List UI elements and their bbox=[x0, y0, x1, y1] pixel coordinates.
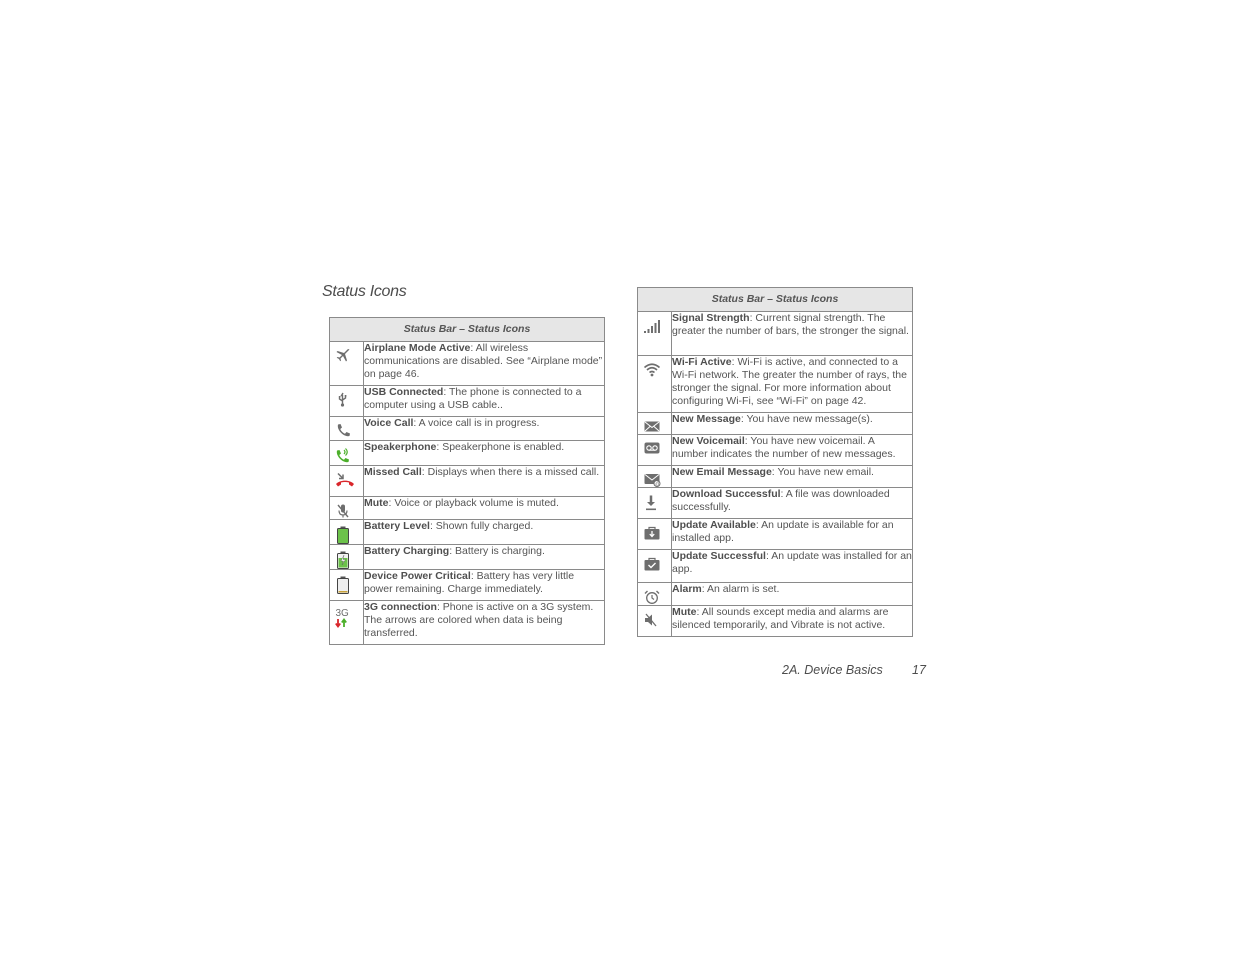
table-row bbox=[330, 497, 605, 520]
table-row bbox=[638, 435, 913, 466]
row-name: Missed Call bbox=[364, 466, 422, 478]
table-row bbox=[638, 519, 913, 550]
message-icon bbox=[638, 419, 671, 433]
table-row bbox=[330, 466, 605, 497]
row-description: : An update was installed for an app. bbox=[672, 550, 912, 575]
row-description: : Current signal strength. The greater the number of bars, the stronger the signal. bbox=[672, 312, 909, 337]
table-row bbox=[330, 386, 605, 417]
row-name: Airplane Mode Active bbox=[364, 342, 471, 354]
row-name: Update Successful bbox=[672, 550, 766, 562]
missed-call-icon bbox=[330, 472, 363, 488]
table-row bbox=[638, 606, 913, 637]
table-row bbox=[638, 466, 913, 488]
update-successful-icon bbox=[638, 556, 671, 572]
update-available-icon bbox=[638, 525, 671, 541]
battery-charging-icon bbox=[330, 551, 363, 569]
table-row bbox=[638, 488, 913, 519]
3g-text: 3G bbox=[335, 608, 349, 619]
row-name: Battery Charging bbox=[364, 545, 450, 557]
speakerphone-icon bbox=[330, 447, 363, 464]
table-row bbox=[330, 601, 605, 645]
table-row bbox=[638, 312, 913, 356]
row-name: Alarm bbox=[672, 583, 702, 595]
footer-section-name: 2A. Device Basics bbox=[782, 663, 883, 677]
row-name: Mute bbox=[364, 497, 389, 509]
table-row bbox=[330, 570, 605, 601]
battery-critical-icon bbox=[330, 576, 363, 594]
3g-connection-icon bbox=[330, 607, 363, 629]
table-row bbox=[330, 417, 605, 441]
row-description: : A file was downloaded successfully. bbox=[672, 488, 890, 513]
table-header: Status Bar – Status Icons bbox=[638, 288, 913, 312]
row-description: : You have new email. bbox=[771, 466, 874, 478]
row-name: Voice Call bbox=[364, 417, 414, 429]
wifi-icon bbox=[638, 362, 671, 378]
alarm-icon bbox=[638, 589, 671, 605]
row-description: : An alarm is set. bbox=[701, 583, 780, 595]
row-description: : All wireless communications are disabled. See “Airplane mode” on page 46. bbox=[364, 342, 603, 380]
row-name: New Email Message bbox=[672, 466, 772, 478]
table-row bbox=[330, 545, 605, 570]
section-title: Status Icons bbox=[322, 283, 407, 300]
row-name: 3G connection bbox=[364, 601, 437, 613]
row-description: : All sounds except media and alarms are silenced temporarily, and Vibrate is not active. bbox=[672, 606, 889, 631]
row-description: : A voice call is in progress. bbox=[413, 417, 540, 429]
download-icon bbox=[638, 494, 671, 512]
row-name: Speakerphone bbox=[364, 441, 437, 453]
status-icons-table-right bbox=[637, 287, 913, 637]
row-description: : You have new message(s). bbox=[740, 413, 873, 425]
row-description: : You have new voicemail. A number indicates the number of new messages. bbox=[672, 435, 896, 460]
battery-full-icon bbox=[330, 526, 363, 544]
email-icon bbox=[638, 472, 671, 487]
table-row bbox=[638, 356, 913, 413]
usb-icon bbox=[330, 392, 363, 408]
row-description: : Displays when there is a missed call. bbox=[421, 466, 600, 478]
voicemail-icon bbox=[638, 441, 671, 455]
row-name: Download Successful bbox=[672, 488, 781, 500]
row-name: Mute bbox=[672, 606, 697, 618]
row-description: : Phone is active on a 3G system. The arrows are colored when data is being transferred. bbox=[364, 601, 594, 639]
row-name: Wi-Fi Active bbox=[672, 356, 732, 368]
signal-strength-icon bbox=[638, 318, 671, 334]
table-row bbox=[638, 413, 913, 435]
row-description: : The phone is connected to a computer using a USB cable.. bbox=[364, 386, 582, 411]
row-description: : An update is available for an installed app. bbox=[672, 519, 894, 544]
airplane-icon bbox=[330, 348, 363, 364]
row-name: New Message bbox=[672, 413, 741, 425]
mute-mic-icon bbox=[330, 503, 363, 519]
page-number: 17 bbox=[912, 663, 926, 677]
row-description: : Battery is charging. bbox=[449, 545, 545, 557]
row-description: : Shown fully charged. bbox=[429, 520, 534, 532]
row-description: : Voice or playback volume is muted. bbox=[388, 497, 559, 509]
row-name: Battery Level bbox=[364, 520, 430, 532]
status-icons-table-left bbox=[329, 317, 605, 645]
row-name: Update Available bbox=[672, 519, 756, 531]
row-description: : Speakerphone is enabled. bbox=[436, 441, 565, 453]
row-description: : Battery has very little power remaining. Charge immediately. bbox=[364, 570, 575, 595]
table-row bbox=[638, 583, 913, 606]
table-header: Status Bar – Status Icons bbox=[330, 318, 605, 342]
table-row bbox=[330, 520, 605, 545]
mute-speaker-icon bbox=[638, 612, 671, 628]
row-name: Device Power Critical bbox=[364, 570, 471, 582]
phone-icon bbox=[330, 423, 363, 439]
svg-text:@: @ bbox=[655, 481, 661, 487]
row-name: Signal Strength bbox=[672, 312, 750, 324]
table-row bbox=[330, 441, 605, 466]
row-name: USB Connected bbox=[364, 386, 444, 398]
row-name: New Voicemail bbox=[672, 435, 745, 447]
table-row bbox=[330, 342, 605, 386]
row-description: : Wi-Fi is active, and connected to a Wi-Fi network. The greater the number of rays, the stronger the signal. For more information about configuring Wi-Fi, see “Wi-Fi” on page 42. bbox=[672, 356, 907, 407]
table-row bbox=[638, 550, 913, 583]
